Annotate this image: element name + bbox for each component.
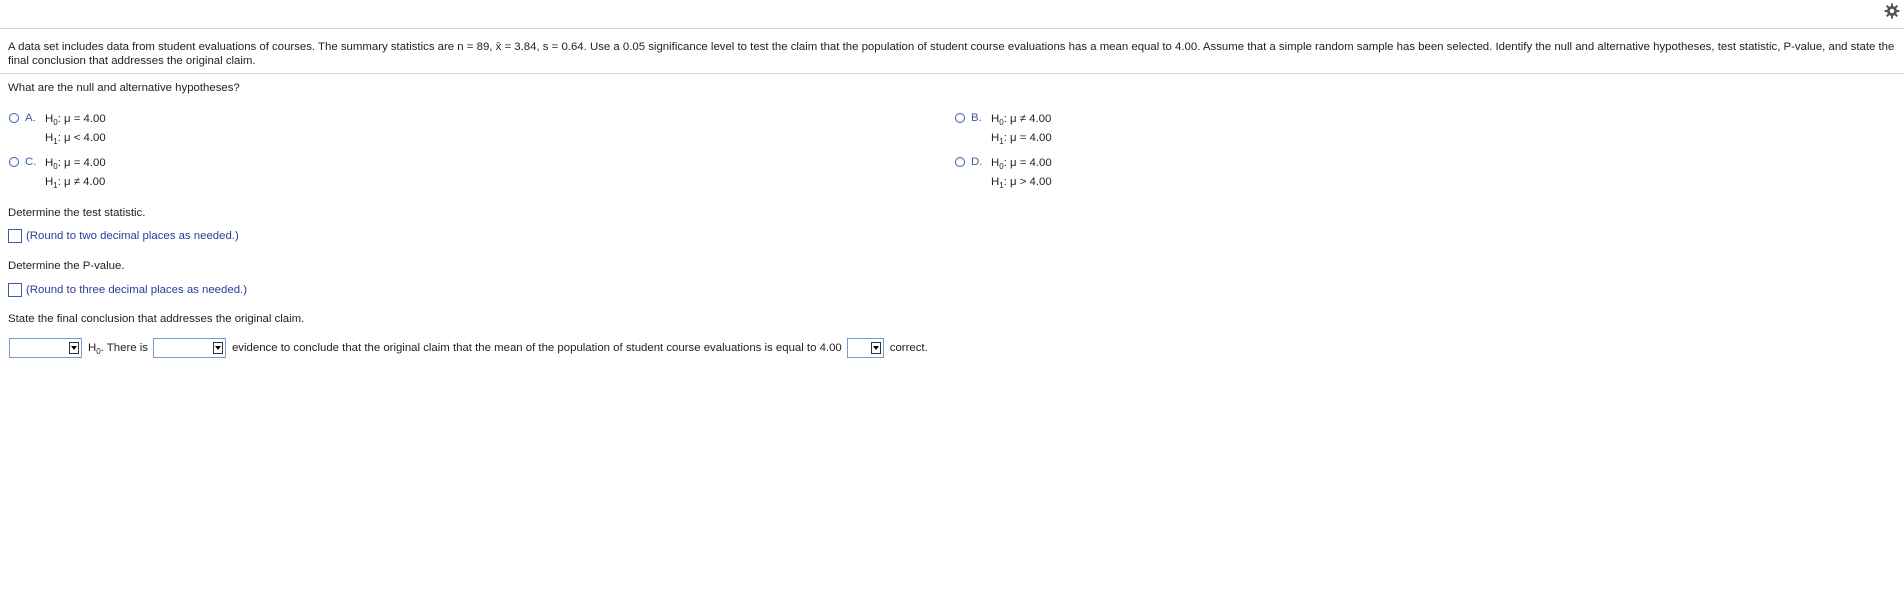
option-letter: A. (25, 112, 36, 124)
subscript: 0 (999, 162, 1004, 171)
alternative-hypothesis: : μ > 4.00 (1003, 176, 1052, 188)
null-hypothesis: : μ ≠ 4.00 (1003, 113, 1052, 125)
alternative-hypothesis: : μ = 4.00 (1003, 132, 1052, 144)
radio-button-d[interactable] (955, 157, 965, 167)
conclusion-text-3: correct. (889, 342, 928, 354)
question-hypotheses: What are the null and alternative hypotheses? (8, 82, 240, 94)
alternative-hypothesis: : μ < 4.00 (57, 132, 106, 144)
option-b[interactable] (955, 112, 1052, 150)
hypotheses-pair (45, 110, 106, 148)
option-letter: B. (971, 112, 982, 124)
question-p-value: Determine the P-value. (8, 260, 125, 272)
conclusion-text-1: . There is (100, 342, 148, 354)
triangle-down-icon (69, 342, 79, 354)
h-symbol: H (45, 157, 54, 169)
p-value-answer (8, 283, 247, 297)
hypotheses-pair (45, 154, 106, 192)
evidence-dropdown[interactable] (153, 338, 226, 358)
conclusion-h0 (88, 342, 101, 354)
claim-dropdown[interactable] (847, 338, 884, 358)
option-a[interactable] (9, 112, 106, 150)
conclusion-sentence (9, 338, 928, 358)
h-symbol: H (45, 176, 54, 188)
subscript: 0 (96, 347, 101, 356)
option-letter: C. (25, 156, 37, 168)
h-symbol: H (88, 342, 97, 354)
rounding-hint: (Round to three decimal places as needed.) (26, 284, 247, 296)
question-test-statistic: Determine the test statistic. (8, 207, 146, 219)
option-c[interactable] (9, 156, 106, 194)
test-statistic-answer (8, 229, 239, 243)
test-statistic-input[interactable] (8, 229, 22, 243)
hypotheses-pair (991, 154, 1052, 192)
subscript: 1 (53, 137, 58, 146)
section-divider (0, 73, 1904, 74)
decision-dropdown[interactable] (9, 338, 82, 358)
h-symbol: H (991, 113, 1000, 125)
conclusion-text-2: evidence to conclude that the original claim that the mean of the population of student course evaluations is equal to 4.00 (231, 342, 842, 354)
rounding-hint: (Round to two decimal places as needed.) (26, 230, 239, 242)
subscript: 0 (53, 118, 58, 127)
null-hypothesis: : μ = 4.00 (57, 157, 106, 169)
h-symbol: H (45, 132, 54, 144)
h-symbol: H (991, 157, 1000, 169)
option-d[interactable] (955, 156, 1052, 194)
h-symbol: H (991, 132, 1000, 144)
h-symbol: H (991, 176, 1000, 188)
triangle-down-icon (213, 342, 223, 354)
triangle-down-icon (871, 342, 881, 354)
alternative-hypothesis: : μ ≠ 4.00 (57, 176, 106, 188)
question-conclusion: State the final conclusion that addresses the original claim. (8, 313, 305, 325)
h-symbol: H (45, 113, 54, 125)
null-hypothesis: : μ = 4.00 (57, 113, 106, 125)
subscript: 1 (999, 137, 1004, 146)
option-letter: D. (971, 156, 983, 168)
hypotheses-pair (991, 110, 1052, 148)
null-hypothesis: : μ = 4.00 (1003, 157, 1052, 169)
subscript: 1 (53, 181, 58, 190)
header-divider (0, 28, 1904, 29)
subscript: 0 (53, 162, 58, 171)
radio-button-c[interactable] (9, 157, 19, 167)
p-value-input[interactable] (8, 283, 22, 297)
subscript: 0 (999, 118, 1004, 127)
problem-statement: A data set includes data from student evaluations of courses. The summary statistics are n = 89, x̄ = 3.84, s = 0.64. Use a 0.05 significance level to test the claim that the population of student course evaluations has a mean equal to 4.00. Assume that a simple random sample has been selected. Identify the null and alternative hypotheses, test statistic, P-value, and state the final conclusion that addresses the original claim. (8, 41, 1895, 67)
gear-icon[interactable] (1884, 3, 1900, 19)
radio-button-b[interactable] (955, 113, 965, 123)
subscript: 1 (999, 181, 1004, 190)
radio-button-a[interactable] (9, 113, 19, 123)
